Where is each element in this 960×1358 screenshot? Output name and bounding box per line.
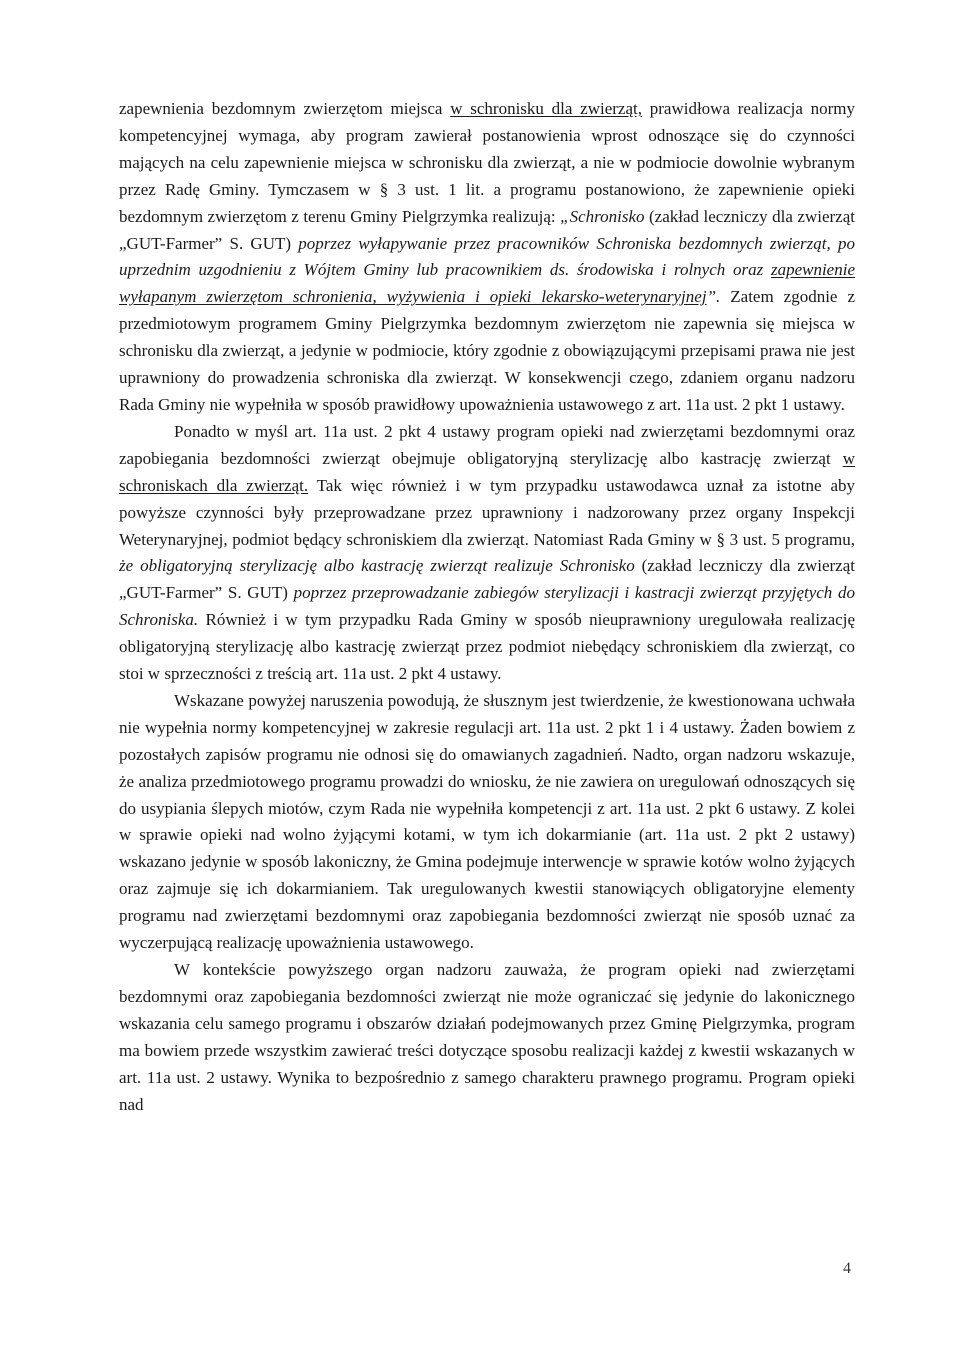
italic-quote: poprzez przeprowadzanie zabiegów sterylizacji i kastracji zwierząt przyjętych do Schroniska. (119, 583, 855, 630)
document-page-body (119, 96, 855, 1118)
text-run: Tak więc również i w tym przypadku ustawodawca uznał za istotne aby powyższe czynności były przeprowadzane przez uprawniony i nadzorowany przez organy Inspekcji Weterynaryjnej, podmiot będący schroniskiem dla zwierząt. Natomiast Rada Gminy w § 3 ust. 5 programu, (119, 475, 855, 549)
paragraph-sterilization (119, 419, 855, 688)
text-run: Ponadto w myśl art. 11a ust. 2 pkt 4 ustawy program opieki nad zwierzętami bezdomnymi oraz zapobiegania bezdomności zwierząt obejmuje obligatoryjną sterylizację albo kastrację zwierząt (119, 421, 855, 468)
paragraph-violations: Wskazane powyżej naruszenia powodują, że słusznym jest twierdzenie, że kwestionowana uchwała nie wypełnia normy kompetencyjnej w zakresie regulacji art. 11a ust. 2 pkt 1 i 4 ustawy. Żaden bowiem z pozostałych zapisów programu nie odnosi się do omawianych zagadnień. Nadto, organ nadzoru wskazuje, że analiza przedmiotowego programu prowadzi do wniosku, że nie zawiera on uregulowań odnoszących się do usypiania ślepych miotów, czym Rada nie wypełniła kompetencji z art. 11a ust. 2 pkt 6 ustawy. Z kolei w sprawie opieki nad wolno żyjącymi kotami, w tym ich dokarmianie (art. 11a ust. 2 pkt 2 ustawy) wskazano jedynie w sposób lakoniczny, że Gmina podejmuje interwencje w sprawie kotów wolno żyjących oraz zajmuje się ich dokarmianiem. Tak uregulowanych kwestii stanowiących obligatoryjne elementy programu nad zwierzętami bezdomnymi oraz zapobiegania bezdomności zwierząt nie sposób uznać za wyczerpującą realizację upoważnienia ustawowego. (119, 690, 855, 953)
text-run: (zakład leczniczy dla zwierząt „GUT-Farmer” S. GUT) (119, 556, 855, 603)
text-run: Zatem zgodnie z przedmiotowym programem Gminy Pielgrzymka bezdomnym zwierzętom nie zapewnia się miejsca w schronisku dla zwierząt, a jedynie w podmiocie, który zgodnie z obowiązującymi przepisami prawa nie jest uprawniony do prowadzenia schroniska dla zwierząt. W konsekwencji czego, zdaniem organu nadzoru Rada Gminy nie wypełniła w sposób prawidłowy upoważnienia ustawowego z art. 11a ust. 2 pkt 1 ustawy. (119, 287, 855, 414)
text-run: Również i w tym przypadku Rada Gminy w sposób nieuprawniony uregulowała realizację obligatoryjną sterylizację albo kastrację zwierząt przez podmiot niebędący schroniskiem dla zwierząt, co stoi w sprzeczności z treścią art. 11a ust. 2 pkt 4 ustawy. (119, 610, 855, 684)
italic-quote: że obligatoryjną sterylizację albo kastrację zwierząt realizuje Schronisko (119, 556, 635, 576)
underlined-text: w schroniskach dla zwierząt. (119, 448, 855, 495)
text-run: (zakład leczniczy dla zwierząt „GUT-Farmer” S. GUT) (119, 206, 855, 253)
text-run: zapewnienia bezdomnym zwierzętom miejsca (119, 99, 451, 118)
text-run: prawidłowa realizacja normy kompetencyjnej wymaga, aby program zawierał postanowienia wprost odnoszące się do czynności mających na celu zapewnienie miejsca w schronisku dla zwierząt, a nie w podmiocie dowolnie wybranym przez Radę Gminy. Tymczasem w § 3 ust. 1 lit. a programu postanowiono, że zapewnienie opieki bezdomnym zwierzętom z terenu Gminy Pielgrzymka realizują: (119, 99, 855, 226)
italic-text: ”. (706, 287, 721, 307)
italic-text: „Schronisko (560, 206, 645, 226)
underlined-text: w schronisku dla zwierząt, (450, 99, 642, 118)
underlined-text: zapewnienie wyłapanym zwierzętom schronienia, wyżywienia i opieki lekarsko-weterynaryjnej (119, 260, 855, 307)
paragraph-continuation (119, 96, 855, 419)
page-number: 4 (843, 1260, 851, 1277)
paragraph-context: W kontekście powyższego organ nadzoru zauważa, że program opieki nad zwierzętami bezdomnymi oraz zapobiegania bezdomności zwierząt nie może ograniczać się jedynie do lakonicznego wskazania celu samego programu i obszarów działań podejmowanych przez Gminę Pielgrzymka, program ma bowiem przede wszystkim zawierać treści dotyczące sposobu realizacji każdej z kwestii wskazanych w art. 11a ust. 2 ustawy. Wynika to bezpośrednio z samego charakteru prawnego programu. Program opieki nad (119, 960, 855, 1114)
italic-quote: poprzez wyłapywanie przez pracowników Schroniska bezdomnych zwierząt, po uprzednim uzgodnieniu z Wójtem Gminy lub pracownikiem ds. środowiska i rolnych oraz (119, 233, 855, 280)
